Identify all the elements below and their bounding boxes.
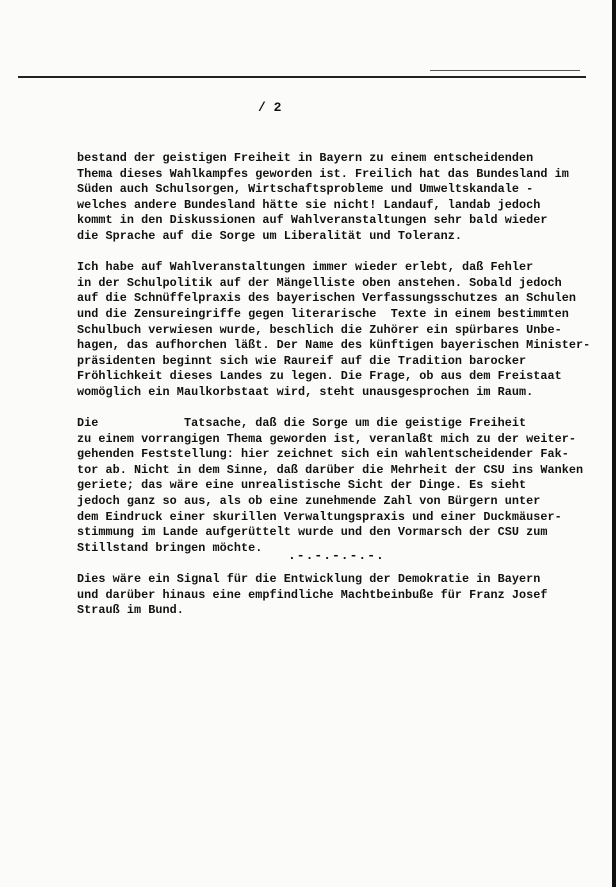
- page-number: / 2: [258, 100, 282, 115]
- text-line: Stillstand bringen möchte.: [77, 540, 263, 555]
- text-line: geriete; das wäre eine unrealistische Sicht der Dinge. Es sieht: [77, 478, 527, 493]
- paragraph: [77, 260, 591, 400]
- text-line: Schulbuch verwiesen wurde, beschlich die Zuhörer ein spürbares Unbe-: [77, 322, 562, 337]
- text-line: jedoch ganz so aus, als ob eine zunehmende Zahl von Bürgern unter: [77, 494, 541, 509]
- text-line: Dies wäre ein Signal für die Entwicklung der Demokratie in Bayern: [77, 572, 541, 587]
- text-line: dem Eindruck einer skurillen Verwaltungspraxis und einer Duckmäuser-: [77, 509, 562, 524]
- text-line: Strauß im Bund.: [77, 603, 184, 618]
- end-mark: .-.-.-.-.-.: [288, 548, 385, 563]
- text-line: kommt in den Diskussionen auf Wahlveranstaltungen sehr bald wieder: [77, 213, 548, 228]
- header-rule-short: [430, 70, 580, 71]
- text-line: hagen, das aufhorchen läßt. Der Name des künftigen bayerischen Minister-: [77, 338, 591, 353]
- text-line: und darüber hinaus eine empfindliche Machtbeinbuße für Franz Josef: [77, 587, 548, 602]
- text-line: in der Schulpolitik auf der Mängelliste oben anstehen. Sobald jedoch: [77, 275, 562, 290]
- text-line: gehenden Feststellung: hier zeichnet sich ein wahlentscheidender Fak-: [77, 447, 569, 462]
- text-line: stimmung im Lande aufgerüttelt wurde und den Vormarsch der CSU zum: [77, 525, 548, 540]
- text-line: auf die Schnüffelpraxis des bayerischen Verfassungsschutzes an Schulen: [77, 291, 577, 306]
- text-line: tor ab. Nicht in dem Sinne, daß darüber die Mehrheit der CSU ins Wanken: [77, 462, 584, 477]
- text-line: womöglich ein Maulkorbstaat wird, steht unausgesprochen im Raum.: [77, 384, 534, 399]
- text-line: Thema dieses Wahlkampfes geworden ist. Freilich hat das Bundesland im: [77, 166, 569, 181]
- paragraph: [77, 416, 584, 556]
- text-line: Ich habe auf Wahlveranstaltungen immer wieder erlebt, daß Fehler: [77, 260, 534, 275]
- text-line: bestand der geistigen Freiheit in Bayern zu einem entscheidenden: [77, 151, 534, 165]
- paragraph: [77, 151, 577, 245]
- text-line: Süden auch Schulsorgen, Wirtschaftsprobleme und Umweltskandale -: [77, 182, 534, 197]
- text-line: und die Zensureingriffe gegen literarische Texte in einem bestimmten: [77, 306, 569, 321]
- text-line: Die Tatsache, daß die Sorge um die geistige Freiheit: [77, 416, 527, 431]
- paragraph: [77, 572, 577, 619]
- text-line: zu einem vorrangigen Thema geworden ist, veranlaßt mich zu der weiter-: [77, 431, 577, 446]
- text-line: die Sprache auf die Sorge um Liberalität und Toleranz.: [77, 228, 462, 243]
- text-line: welches andere Bundesland hätte sie nicht! Landauf, landab jedoch: [77, 197, 541, 212]
- header-rule: [18, 76, 586, 78]
- text-line: Fröhlichkeit dieses Landes zu legen. Die Frage, ob aus dem Freistaat: [77, 369, 562, 384]
- text-line: präsidenten beginnt sich wie Raureif auf die Tradition barocker: [77, 353, 527, 368]
